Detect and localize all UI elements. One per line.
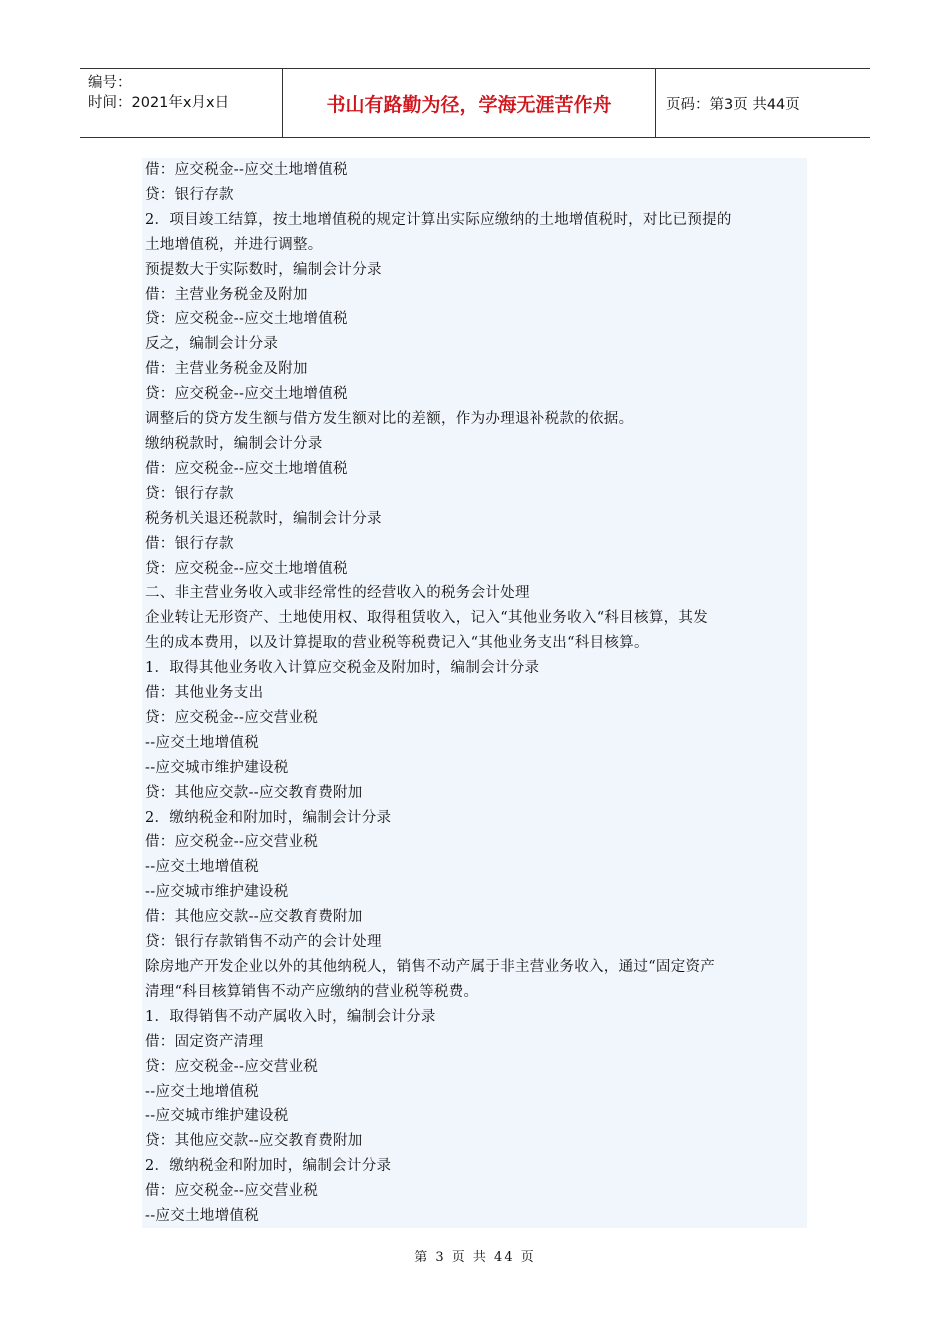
header-motto bbox=[283, 69, 656, 137]
body-line: 除房地产开发企业以外的其他纳税人，销售不动产属于非主营业务收入，通过“固定资产 bbox=[145, 959, 716, 975]
body-line: 2．项目竣工结算，按土地增值税的规定计算出实际应缴纳的土地增值税时，对比已预提的 bbox=[145, 211, 732, 228]
date-label: 时间：2021年x月x日 bbox=[88, 95, 230, 111]
body-line: 借：应交税金--应交营业税 bbox=[145, 834, 319, 851]
body-line: 贷：银行存款 bbox=[145, 485, 234, 502]
document-body bbox=[142, 158, 807, 1228]
page-footer bbox=[0, 1246, 950, 1265]
body-line: --应交土地增值税 bbox=[145, 734, 259, 751]
body-line: 贷：应交税金--应交营业税 bbox=[145, 709, 319, 726]
body-line: 企业转让无形资产、土地使用权、取得租赁收入，记入“其他业务收入“科目核算，其发 bbox=[145, 610, 709, 627]
body-line: 反之，编制会计分录 bbox=[145, 336, 279, 353]
body-line: 贷：其他应交款--应交教育费附加 bbox=[145, 1133, 363, 1150]
header-page-info bbox=[656, 69, 870, 137]
body-line: 借：其他应交款--应交教育费附加 bbox=[145, 909, 363, 926]
body-line: --应交土地增值税 bbox=[145, 1083, 259, 1100]
body-line: 2．缴纳税金和附加时，编制会计分录 bbox=[145, 1158, 392, 1175]
page-header bbox=[80, 68, 870, 138]
body-line: 贷：应交税金--应交土地增值税 bbox=[145, 311, 348, 328]
body-line: 清理“科目核算销售不动产应缴纳的营业税等税费。 bbox=[145, 983, 479, 1000]
body-line: --应交城市维护建设税 bbox=[145, 884, 289, 901]
body-line: 土地增值税，并进行调整。 bbox=[145, 236, 323, 253]
body-line: 借：主营业务税金及附加 bbox=[145, 286, 308, 303]
body-line: 生的成本费用，以及计算提取的营业税等税费记入“其他业务支出“科目核算。 bbox=[145, 635, 649, 652]
body-line: 贷：银行存款 bbox=[145, 186, 234, 203]
body-line: 贷：其他应交款--应交教育费附加 bbox=[145, 784, 363, 801]
page-info-text: 页码：第3页 共44页 bbox=[666, 96, 800, 113]
body-line: --应交土地增值税 bbox=[145, 859, 259, 876]
footer-page-number: 第 3 页 共 44 页 bbox=[414, 1250, 536, 1265]
body-line: 借：银行存款 bbox=[145, 535, 234, 552]
body-line: 借：主营业务税金及附加 bbox=[145, 361, 308, 378]
body-line: 借：应交税金--应交营业税 bbox=[145, 1183, 319, 1200]
body-line: 税务机关退还税款时，编制会计分录 bbox=[145, 510, 382, 527]
body-line: 1．取得其他业务收入计算应交税金及附加时，编制会计分录 bbox=[145, 660, 540, 677]
body-line: 2．缴纳税金和附加时，编制会计分录 bbox=[145, 809, 392, 826]
body-line: 1．取得销售不动产属收入时，编制会计分录 bbox=[145, 1008, 436, 1025]
body-line: 借：应交税金--应交土地增值税 bbox=[145, 460, 348, 477]
header-meta bbox=[80, 69, 283, 137]
serial-number-label: 编号： bbox=[88, 75, 132, 91]
body-line: --应交土地增值税 bbox=[145, 1208, 259, 1225]
body-line: 借：固定资产清理 bbox=[145, 1033, 264, 1050]
body-line: --应交城市维护建设税 bbox=[145, 1108, 289, 1125]
body-line: 贷：应交税金--应交土地增值税 bbox=[145, 386, 348, 403]
motto-text: 书山有路勤为径，学海无涯苦作舟 bbox=[326, 93, 612, 116]
body-line: 借：应交税金--应交土地增值税 bbox=[145, 162, 348, 178]
body-line: 贷：银行存款销售不动产的会计处理 bbox=[145, 934, 382, 951]
body-line: 调整后的贷方发生额与借方发生额对比的差额，作为办理退补税款的依据。 bbox=[145, 411, 634, 428]
body-line: 缴纳税款时，编制会计分录 bbox=[145, 435, 323, 452]
body-line: 借：其他业务支出 bbox=[145, 685, 264, 702]
body-line: --应交城市维护建设税 bbox=[145, 759, 289, 776]
body-line: 预提数大于实际数时，编制会计分录 bbox=[145, 261, 382, 278]
body-line: 二、非主营业务收入或非经常性的经营收入的税务会计处理 bbox=[145, 585, 530, 602]
body-line: 贷：应交税金--应交土地增值税 bbox=[145, 560, 348, 577]
body-line: 贷：应交税金--应交营业税 bbox=[145, 1058, 319, 1075]
